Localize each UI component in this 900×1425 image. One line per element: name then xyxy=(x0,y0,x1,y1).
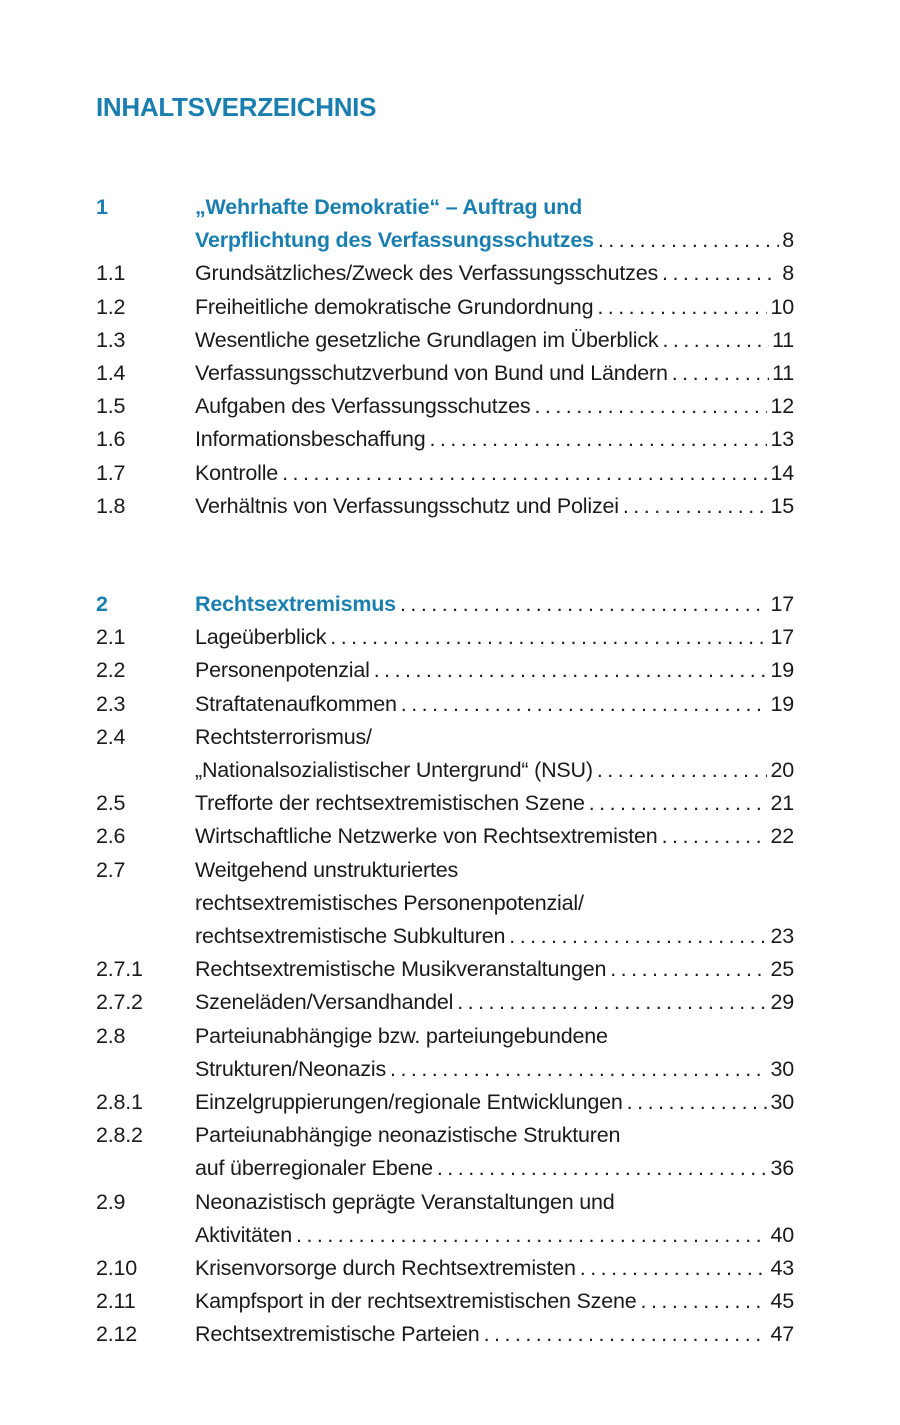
entry-title-line: rechtsextremistisches Personenpotenzial/ xyxy=(195,890,584,915)
dot-leader xyxy=(662,324,769,357)
dot-leader xyxy=(509,920,767,953)
entry-last-line xyxy=(195,1285,794,1318)
entry-number: 2.6 xyxy=(96,824,126,849)
entry-page-number: 25 xyxy=(770,957,794,982)
dot-leader xyxy=(457,986,767,1019)
entry-number: 2.7 xyxy=(96,857,126,882)
entry-last-line xyxy=(195,1219,794,1252)
entry-title-line: Wirtschaftliche Netzwerke von Rechtsextremisten xyxy=(195,824,658,849)
dot-leader xyxy=(484,1318,768,1351)
dot-leader xyxy=(437,1152,768,1185)
entry-number: 2.7.1 xyxy=(96,957,143,982)
entry-title-line: Informationsbeschaffung xyxy=(195,427,426,452)
entry-title-block xyxy=(195,986,794,1019)
entry-title-block xyxy=(195,721,794,787)
entry-title-block xyxy=(195,621,794,654)
toc-section-2 xyxy=(96,588,794,1352)
dot-leader xyxy=(662,257,779,290)
entry-number: 1.7 xyxy=(96,460,126,485)
entry-page-number: 21 xyxy=(770,791,794,816)
toc-entry[interactable] xyxy=(96,490,794,523)
entry-last-line xyxy=(195,986,794,1019)
entry-last-line xyxy=(195,621,794,654)
entry-last-line xyxy=(195,787,794,820)
entry-page-number: 17 xyxy=(770,592,794,616)
entry-last-line xyxy=(195,820,794,853)
toc-entry[interactable] xyxy=(96,257,794,290)
entry-number: 2.8.2 xyxy=(96,1123,143,1148)
entry-number: 1.6 xyxy=(96,427,126,452)
entry-title-line: Lageüberblick xyxy=(195,625,327,650)
entry-page-number: 11 xyxy=(772,327,794,352)
entry-title-line: Kontrolle xyxy=(195,460,279,485)
entry-page-number: 8 xyxy=(782,228,794,253)
toc-entry[interactable] xyxy=(96,324,794,357)
entry-title-block xyxy=(195,854,794,954)
entry-page-number: 10 xyxy=(770,294,794,319)
toc-entry[interactable] xyxy=(96,390,794,423)
entry-number: 2.8.1 xyxy=(96,1090,143,1115)
entry-title-block xyxy=(195,490,794,523)
dot-leader xyxy=(662,820,768,853)
entry-title-block xyxy=(195,457,794,490)
entry-number: 1.4 xyxy=(96,361,126,386)
entry-page-number: 23 xyxy=(770,924,794,949)
entry-title-block xyxy=(195,291,794,324)
entry-last-line xyxy=(195,1152,794,1185)
toc-entry[interactable] xyxy=(96,1020,794,1086)
entry-page-number: 17 xyxy=(770,625,794,650)
entry-last-line xyxy=(195,324,794,357)
dot-leader xyxy=(623,490,768,523)
entry-page-number: 12 xyxy=(770,394,794,419)
toc-entry[interactable] xyxy=(96,854,794,954)
entry-page-number: 29 xyxy=(770,990,794,1015)
entry-last-line xyxy=(195,357,794,390)
entry-page-number: 45 xyxy=(770,1289,794,1314)
entry-last-line xyxy=(195,224,794,257)
dot-leader xyxy=(282,457,767,490)
entry-page-number: 30 xyxy=(770,1090,794,1115)
dot-leader xyxy=(597,291,767,324)
entry-page-number: 13 xyxy=(770,427,794,452)
entry-last-line xyxy=(195,490,794,523)
entry-title-line: Parteiunabhängige bzw. parteiungebundene xyxy=(195,1023,608,1048)
entry-title-line: Aktivitäten xyxy=(195,1222,292,1247)
entry-number: 2.10 xyxy=(96,1256,138,1281)
toc-entry[interactable] xyxy=(96,953,794,986)
entry-last-line xyxy=(195,654,794,687)
dot-leader xyxy=(641,1285,768,1318)
toc-chapter-entry[interactable] xyxy=(96,191,794,257)
entry-title-line: Rechtsextremistische Parteien xyxy=(195,1322,480,1347)
entry-title-line: Weitgehend unstrukturiertes xyxy=(195,857,459,882)
toc-entry[interactable] xyxy=(96,1186,794,1252)
entry-page-number: 43 xyxy=(770,1256,794,1281)
entry-number: 2.5 xyxy=(96,791,126,816)
entry-last-line xyxy=(195,423,794,456)
entry-last-line xyxy=(195,1053,794,1086)
entry-last-line xyxy=(195,457,794,490)
entry-title-line: Krisenvorsorge durch Rechtsextremisten xyxy=(195,1256,576,1281)
entry-number: 1.3 xyxy=(96,327,126,352)
entry-title-block xyxy=(195,423,794,456)
entry-title-block xyxy=(195,324,794,357)
toc-entry[interactable] xyxy=(96,423,794,456)
entry-page-number: 14 xyxy=(770,460,794,485)
entry-page-number: 19 xyxy=(770,691,794,716)
entry-title-block xyxy=(195,820,794,853)
dot-leader xyxy=(374,654,768,687)
entry-title-line: Aufgaben des Verfassungsschutzes xyxy=(195,394,531,419)
toc-chapter-entry[interactable] xyxy=(96,588,794,621)
entry-title-block xyxy=(195,357,794,390)
dot-leader xyxy=(296,1219,767,1252)
entry-number: 2.12 xyxy=(96,1322,138,1347)
entry-page-number: 30 xyxy=(770,1056,794,1081)
entry-last-line xyxy=(195,588,794,621)
entry-number: 1 xyxy=(96,195,108,219)
entry-number: 1.2 xyxy=(96,294,126,319)
entry-title-line: Szeneläden/Versandhandel xyxy=(195,990,454,1015)
entry-title-block xyxy=(195,191,794,257)
entry-title-block xyxy=(195,953,794,986)
entry-title-line: „Nationalsozialistischer Untergrund“ (NSU) xyxy=(195,758,593,783)
toc-entry[interactable] xyxy=(96,820,794,853)
entry-number: 1.5 xyxy=(96,394,126,419)
dot-leader xyxy=(330,621,767,654)
entry-last-line xyxy=(195,953,794,986)
entry-title-line: Verhältnis von Verfassungsschutz und Polizei xyxy=(195,493,619,518)
entry-number: 2 xyxy=(96,592,108,616)
entry-last-line xyxy=(195,688,794,721)
dot-leader xyxy=(610,953,767,986)
dot-leader xyxy=(627,1086,768,1119)
entry-last-line xyxy=(195,1318,794,1351)
toc-entry[interactable] xyxy=(96,1285,794,1318)
entry-page-number: 20 xyxy=(770,758,794,783)
entry-title-line: „Wehrhafte Demokratie“ – Auftrag und xyxy=(195,195,583,219)
entry-title-line: Rechtsextremistische Musikveranstaltungen xyxy=(195,957,607,982)
dot-leader xyxy=(597,754,768,787)
entry-title-block xyxy=(195,1252,794,1285)
entry-title-block xyxy=(195,588,794,621)
entry-page-number: 19 xyxy=(770,658,794,683)
entry-page-number: 36 xyxy=(770,1156,794,1181)
dot-leader xyxy=(534,390,767,423)
entry-title-line: Verfassungsschutzverbund von Bund und Ländern xyxy=(195,361,668,386)
entry-title-line: Verpflichtung des Verfassungsschutzes xyxy=(195,228,594,253)
entry-number: 1.1 xyxy=(96,261,126,286)
entry-title-line: Rechtsterrorismus/ xyxy=(195,724,372,749)
dot-leader xyxy=(672,357,769,390)
toc-entry[interactable] xyxy=(96,291,794,324)
entry-title-block xyxy=(195,654,794,687)
entry-title-block xyxy=(195,257,794,290)
toc-entry[interactable] xyxy=(96,654,794,687)
entry-page-number: 11 xyxy=(772,361,794,386)
entry-title-line: Personenpotenzial xyxy=(195,658,370,683)
entry-title-line: Freiheitliche demokratische Grundordnung xyxy=(195,294,594,319)
entry-title-block xyxy=(195,1318,794,1351)
entry-title-block xyxy=(195,1086,794,1119)
dot-leader xyxy=(580,1252,768,1285)
entry-number: 2.11 xyxy=(96,1289,136,1314)
page-title: INHALTSVERZEICHNIS xyxy=(96,92,377,122)
entry-title-line: Einzelgruppierungen/regionale Entwicklungen xyxy=(195,1090,623,1115)
entry-last-line xyxy=(195,291,794,324)
entry-number: 2.1 xyxy=(96,625,126,650)
entry-number: 2.7.2 xyxy=(96,990,143,1015)
dot-leader xyxy=(589,787,768,820)
entry-title-line: Parteiunabhängige neonazistische Strukturen xyxy=(195,1123,621,1148)
toc-entry[interactable] xyxy=(96,688,794,721)
entry-title-block xyxy=(195,1119,794,1185)
toc-entry[interactable] xyxy=(96,457,794,490)
entry-last-line xyxy=(195,1086,794,1119)
entry-title-block xyxy=(195,688,794,721)
toc-section-1 xyxy=(96,191,794,523)
entry-title-line: rechtsextremistische Subkulturen xyxy=(195,924,506,949)
entry-title-block xyxy=(195,787,794,820)
dot-leader xyxy=(429,423,767,456)
entry-page-number: 40 xyxy=(770,1222,794,1247)
entry-title-line: Straftatenaufkommen xyxy=(195,691,397,716)
entry-number: 2.3 xyxy=(96,691,126,716)
entry-title-line: Strukturen/Neonazis xyxy=(195,1056,386,1081)
entry-page-number: 22 xyxy=(770,824,794,849)
toc-entry[interactable] xyxy=(96,1252,794,1285)
entry-title-line: auf überregionaler Ebene xyxy=(195,1156,433,1181)
toc-entry[interactable] xyxy=(96,1086,794,1119)
entry-page-number: 15 xyxy=(770,493,794,518)
entry-last-line xyxy=(195,390,794,423)
toc-entry[interactable] xyxy=(96,986,794,1019)
entry-number: 2.4 xyxy=(96,724,126,749)
entry-title-line: Trefforte der rechtsextremistischen Szene xyxy=(195,791,585,816)
entry-title-line: Wesentliche gesetzliche Grundlagen im Überblick xyxy=(195,327,659,352)
entry-last-line xyxy=(195,920,794,953)
toc-entry[interactable] xyxy=(96,357,794,390)
entry-number: 2.9 xyxy=(96,1189,126,1214)
entry-last-line xyxy=(195,257,794,290)
entry-number: 2.8 xyxy=(96,1023,126,1048)
entry-last-line xyxy=(195,754,794,787)
dot-leader xyxy=(390,1053,767,1086)
entry-title-block xyxy=(195,1285,794,1318)
entry-title-line: Grundsätzliches/Zweck des Verfassungsschutzes xyxy=(195,261,659,286)
toc-entry[interactable] xyxy=(96,787,794,820)
toc-entry[interactable] xyxy=(96,621,794,654)
entry-title-block xyxy=(195,1020,794,1086)
dot-leader xyxy=(400,588,768,621)
entry-title-block xyxy=(195,390,794,423)
dot-leader xyxy=(401,688,768,721)
entry-title-line: Rechtsextremismus xyxy=(195,592,396,616)
entry-title-block xyxy=(195,1186,794,1252)
toc-entry[interactable] xyxy=(96,1318,794,1351)
entry-title-line: Neonazistisch geprägte Veranstaltungen und xyxy=(195,1189,615,1214)
dot-leader xyxy=(598,224,779,257)
entry-page-number: 8 xyxy=(782,261,794,286)
entry-number: 1.8 xyxy=(96,493,126,518)
toc-entry[interactable] xyxy=(96,721,794,787)
entry-last-line xyxy=(195,1252,794,1285)
entry-title-line: Kampfsport in der rechtsextremistischen Szene xyxy=(195,1289,637,1314)
toc-entry[interactable] xyxy=(96,1119,794,1185)
entry-page-number: 47 xyxy=(770,1322,794,1347)
entry-number: 2.2 xyxy=(96,658,126,683)
